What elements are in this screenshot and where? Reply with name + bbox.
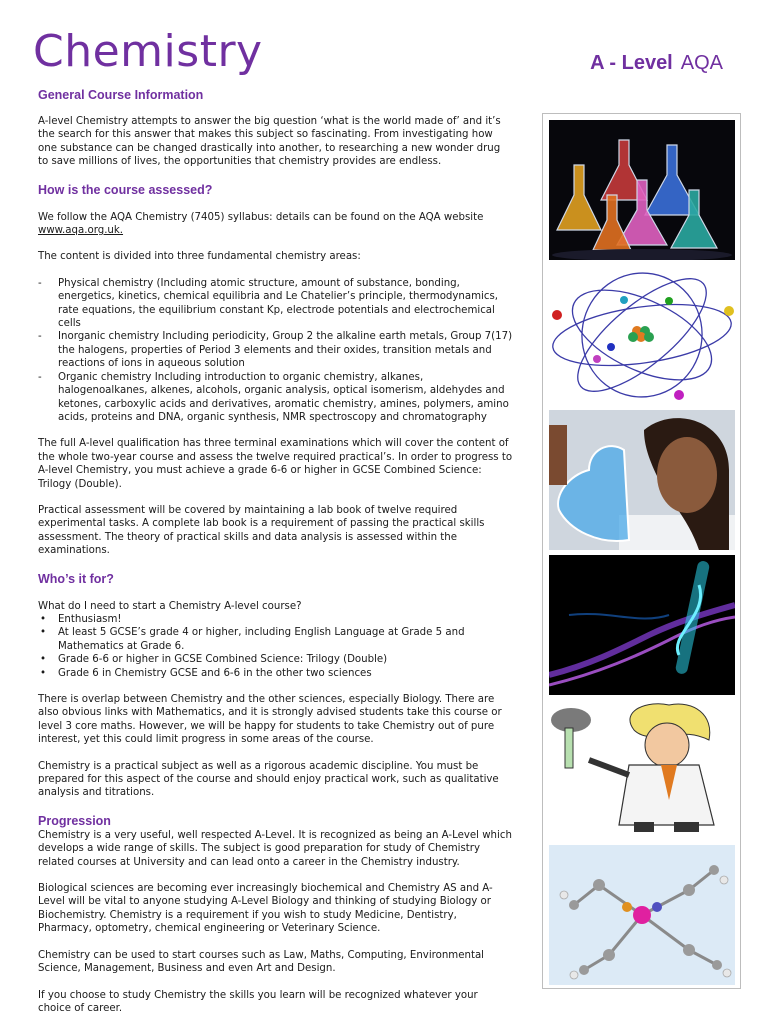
assessed-intro (38, 211, 513, 238)
practical-assessment-paragraph: Practical assessment will be covered by maintaining a lab book of twelve required experimental tasks. A complete lab book is a requirement of passing the practical skills assessment. The theory of practical skills and data analysis is assessed within the examinations. (38, 504, 485, 557)
level-label: A - Level (590, 52, 673, 74)
exams-paragraph: The full A-level qualification has three terminal examinations which will cover the content of the whole two-year course and assess the twelve required practical’s. In order to progress to A-level Chemistry, you must achieve a grade 6-6 or higher in GCSE Combined Science: Trilogy (Double). (38, 438, 513, 490)
assessed-heading: How is the course assessed? (38, 182, 213, 197)
progression-paragraph-4: If you choose to study Chemistry the skills you learn will be recognized whatever your choice of career. (38, 989, 478, 1014)
cartoon-scientist-image (549, 700, 735, 840)
general-body: A-level Chemistry attempts to answer the big question ‘what is the world made of’ and it’s the search for this answer that makes this subject so fascinating. From investigating how one substance can be changed drastically into another, to researching a new wonder drug to save millions of lives, the opportunities that chemistry provides are endless. (38, 116, 501, 168)
list-item: • Grade 6 in Chemistry GCSE and 6-6 in the other two sciences (38, 667, 513, 680)
exam-board-label: AQA (680, 52, 723, 74)
progression-paragraph-3: Chemistry can be used to start courses such as Law, Maths, Computing, Environmental Science, Management, Business and even Art and Design. (38, 949, 485, 975)
scientist-image (549, 410, 735, 550)
who-heading: Who’s it for? (38, 571, 114, 586)
list-item: - Physical chemistry (Including atomic structure, amount of substance, bonding, energetics, kinetics, chemical equilibria and Le Chatelier’s principle, thermodynamics, rate equations, the equilibrium constant Kp, electrode potentials and electrochemical cells (38, 277, 513, 331)
test-tube-image (549, 555, 735, 695)
chemistry-areas-list (38, 277, 513, 424)
page-title: Chemistry (33, 26, 263, 77)
progression-paragraph-2: Biological sciences are becoming ever increasingly biochemical and Chemistry AS and A-Level will be vital to anyone studying A-Level Biology and thinking of studying Biology or Biochemistry. Chemistry is a requirement if you wish to study Medicine, Dentistry, Pharmacy, optometry, chemical engineering or Veterinary Science. (38, 883, 493, 935)
list-item: - Organic chemistry Including introduction to organic chemistry, alkanes, halogenoalkanes, alkenes, alcohols, organic analysis, optical isomerism, aldehydes and ketones, carboxylic acids and derivatives, aromatic chemistry, amines, polymers, amino acids, proteins and DNA, organic synthesis, NMR spectroscopy and chromatography (38, 371, 513, 425)
course-content (38, 87, 513, 1028)
progression-paragraph-1: Chemistry is a very useful, well respected A-Level. It is recognized as being an A-Level which develops a wide range of skills. The subject is good preparation for study of Chemistry related courses at University and can lead onto a career in the Chemistry industry. (38, 829, 512, 868)
requirements-list (38, 613, 513, 680)
list-item: • Grade 6-6 or higher in GCSE Combined Science: Trilogy (Double) (38, 653, 513, 666)
aqa-website-link[interactable]: www.aqa.org.uk. (38, 225, 124, 237)
list-item: - Inorganic chemistry Including periodicity, Group 2 the alkaline earth metals, Group 7(17) the halogens, properties of Period 3 elements and their oxides, transition metals and reactions of ions in aqueous solution (38, 330, 513, 370)
progression-heading: Progression (38, 813, 111, 828)
requirements-question: What do I need to start a Chemistry A-level course? (38, 600, 302, 612)
course-level-header (590, 52, 723, 75)
practical-subject-paragraph: Chemistry is a practical subject as well as a rigorous academic discipline. You must be prepared for this aspect of the course and should enjoy practical work, such as qualitative analysis and titrations. (38, 760, 499, 799)
areas-intro: The content is divided into three fundamental chemistry areas: (38, 251, 361, 263)
general-heading: General Course Information (38, 88, 204, 102)
overlap-paragraph: There is overlap between Chemistry and the other sciences, especially Biology. There are also obvious links with Mathematics, and it is strongly advised students take this course or level 3 core maths. However, we will be happy for students to take Chemistry out of pure interest, yet this could limit progress in some areas of the course. (38, 694, 502, 746)
assessed-intro-text: We follow the AQA Chemistry (7405) syllabus: details can be found on the AQA website (38, 211, 484, 223)
list-item: • At least 5 GCSE’s grade 4 or higher, including English Language at Grade 5 and Mathematics at Grade 6. (38, 626, 513, 653)
molecule-model-image (549, 845, 735, 985)
image-sidebar (542, 113, 741, 989)
atom-model-image (549, 265, 735, 405)
flasks-image (549, 120, 735, 260)
list-item: • Enthusiasm! (38, 613, 513, 626)
